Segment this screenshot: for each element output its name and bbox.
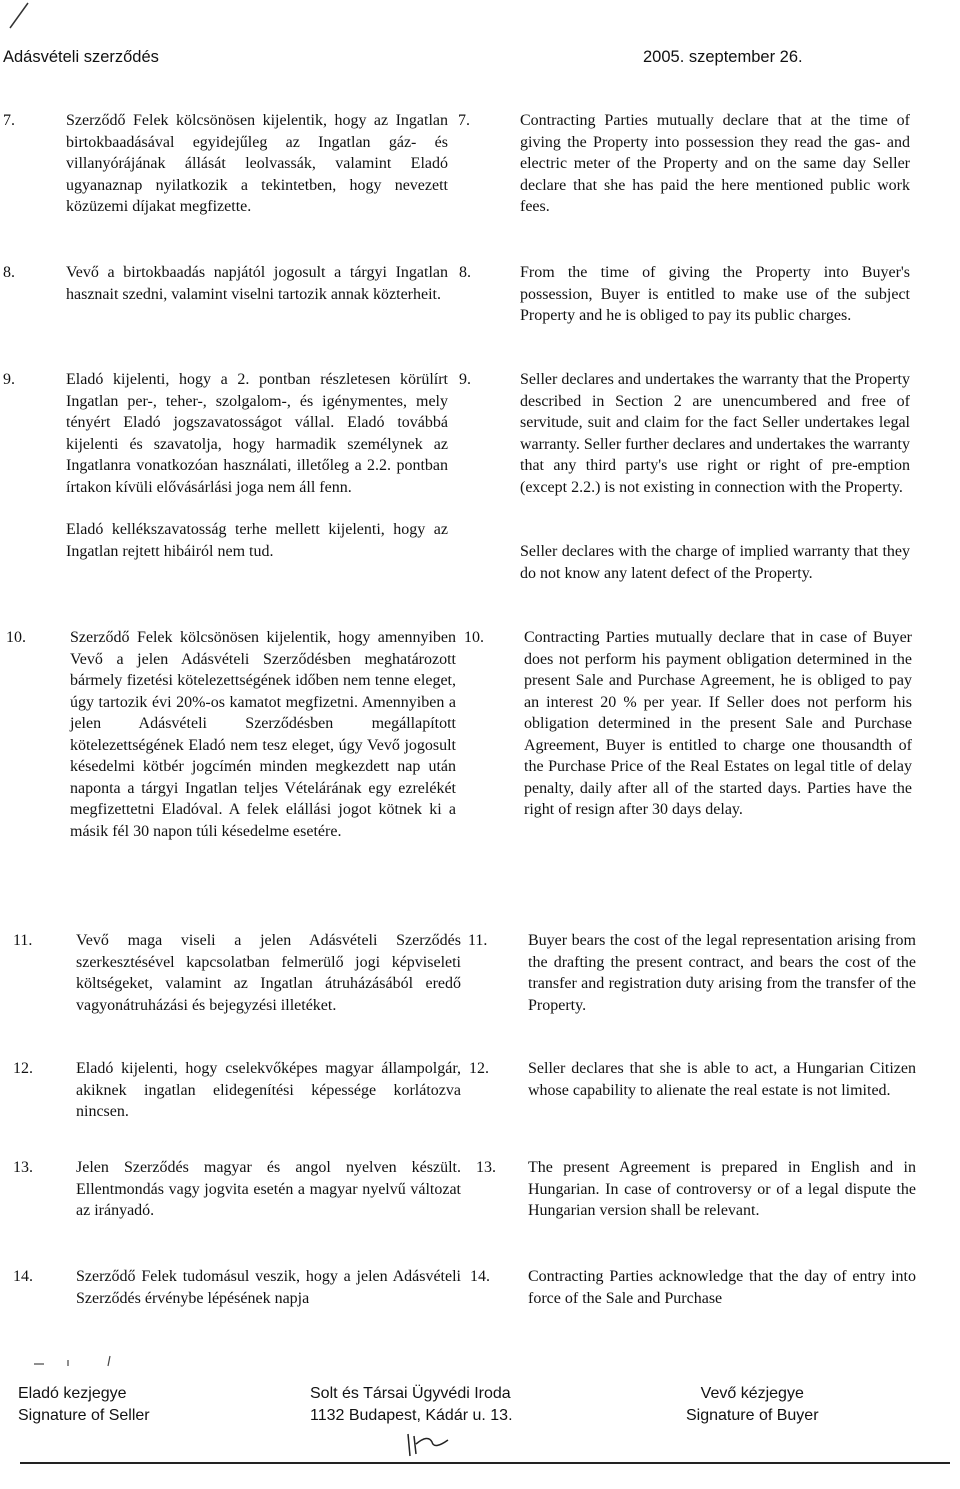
clause-number: 12. [13,1060,33,1077]
clause-text-hu-b: Eladó kellékszavatosság terhe mellett kijelenti, hogy az Ingatlan rejtett hibáiról nem tud. [66,521,448,560]
seller-signature-en: Signature of Seller [18,1407,150,1424]
initials-signature-icon [404,1430,454,1465]
clause-number: 8. [459,264,471,281]
clause-text-en: Contracting Parties acknowledge that the day of entry into force of the Sale and Purchase [528,1268,916,1307]
clause-text-en: Seller declares that she is able to act, a Hungarian Citizen whose capability to alienate the real estate is not limited. [528,1060,916,1099]
seller-signature-label [18,1383,150,1427]
clause-number: 7. [458,112,470,129]
clause-number: 7. [3,112,15,129]
clause-number: 14. [13,1268,33,1285]
law-firm-name: Solt és Társai Ügyvédi Iroda [310,1385,511,1402]
law-firm-address: 1132 Budapest, Kádár u. 13. [310,1407,513,1424]
clause-number: 14. [470,1268,490,1285]
buyer-signature-label [686,1383,819,1427]
clause-text-en-b: Seller declares with the charge of implied warranty that they do not know any latent defect of the Property. [520,543,910,582]
clause-number: 11. [468,932,488,949]
clause-text-hu: Eladó kijelenti, hogy a 2. pontban részletesen körülírt Ingatlan per-, teher-, szolgalom-, és igénymentes, mely tényért Eladó jogszavatosságot vállal. Eladó továbbá kijelenti és szavatolja, hogy harmadik személynek az Ingatlanra vonatkozóan használati, illetőleg a 2.2. pontban írtakon kívüli elővásárlási joga nem áll fenn. [66,371,448,496]
clause-number: 12. [469,1060,489,1077]
pen-mark-icon [6,0,36,35]
clause-number: 8. [3,264,15,281]
stray-mark-icon [30,1352,130,1377]
clause-number: 9. [459,371,471,388]
clause-number: 11. [13,932,33,949]
document-title: Adásvételi szerződés [3,48,159,66]
footer-divider [20,1462,950,1464]
clause-text-en: Seller declares and undertakes the warranty that the Property described in Section 2 are unencumbered and free of servitude, suit and claim for the fact Seller undertakes legal warranty. Seller further declares and undertakes the warranty that any third party's use right or right of pre-emption (except 2.2.) is not existing in connection with the Property. [520,371,910,496]
buyer-signature-hu: Vevő kézjegye [700,1385,804,1402]
clause-number: 10. [464,629,484,646]
clause-number: 10. [6,629,26,646]
clause-text-en: Contracting Parties mutually declare that at the time of giving the Property into possession they read the gas- and electric meter of the Property and on the same day Seller declare that she has paid the here mentioned public work fees. [520,112,910,215]
buyer-signature-en: Signature of Buyer [686,1407,819,1424]
law-firm-block [310,1383,513,1427]
document-date: 2005. szeptember 26. [643,48,803,66]
clause-number: 13. [13,1159,33,1176]
clause-number: 13. [476,1159,496,1176]
clause-text-hu: Vevő maga viseli a jelen Adásvételi Szerződés szerkesztésével kapcsolatban felmerülő jogi képviseleti költségeket, valamint az Ingatlan átruházásából eredő vagyonátruházási és bejegyzési illetéket. [76,932,461,1014]
clause-text-hu: Szerződő Felek kölcsönösen kijelentik, hogy amennyiben Vevő a jelen Adásvételi Szerződésben meghatározott bármely fizetési kötelezettségének időben nem tenne eleget, úgy tartozik évi 20%-os kamatot megfizetni. Amennyiben a jelen Adásvételi Szerződésben megállapított kötelezettségének Eladó nem tesz eleget, úgy Vevő jogosult késedelmi kötbér jogcímén minden megkezdett nap után naponta a tárgyi Ingatlan teljes Vételárának egy ezrelékét megfizettetni Eladóval. A felek elállási jogot kötnek ki a másik fél 30 napon túli késedelme esetére. [70,629,456,840]
clause-text-hu: Eladó kijelenti, hogy cselekvőképes magyar állampolgár, akiknek ingatlan elidegenítési képessége korlátozva nincsen. [76,1060,461,1120]
clause-text-en: Buyer bears the cost of the legal representation arising from the drafting the present contract, and bears the cost of the transfer and registration duty arising from the transfer of the Property. [528,932,916,1014]
clause-number: 9. [3,371,15,388]
clause-text-en: Contracting Parties mutually declare that in case of Buyer does not perform his payment obligation determined in the present Sale and Purchase Agreement, he is obliged to pay an interest 20 % per year. If Seller does not perform his obligation determined in the present Sale and Purchase Agreement, Buyer is entitled to charge one thousandth of the Purchase Price of the Real Estates on legal title of delay penalty, daily after all of the started days. Parties have the right of resign after 30 days delay. [524,629,912,818]
clause-text-en: From the time of giving the Property into Buyer's possession, Buyer is entitled to make use of the subject Property and he is obliged to pay its public charges. [520,264,910,324]
seller-signature-hu: Eladó kezjegye [18,1385,127,1402]
clause-text-en: The present Agreement is prepared in English and in Hungarian. In case of controversy or of a legal dispute the Hungarian version shall be relevant. [528,1159,916,1219]
clause-text-hu: Szerződő Felek kölcsönösen kijelentik, hogy az Ingatlan birtokbaadásával egyidejűleg az Ingatlan gáz- és villanyórájának állását leolvassák, valamint Eladó ugyanaznap nyilatkozik a tekintetben, hogy nevezett közüzemi díjakat megfizette. [66,112,448,215]
clause-text-hu: Szerződő Felek tudomásul veszik, hogy a jelen Adásvételi Szerződés érvénybe lépésének napja [76,1268,461,1307]
clause-text-hu: Jelen Szerződés magyar és angol nyelven készült. Ellentmondás vagy jogvita esetén a magyar nyelvű változat az irányadó. [76,1159,461,1219]
clause-text-hu: Vevő a birtokbaadás napjától jogosult a tárgyi Ingatlan hasznait szedni, valamint viselni tartozik annak közterheit. [66,264,448,303]
